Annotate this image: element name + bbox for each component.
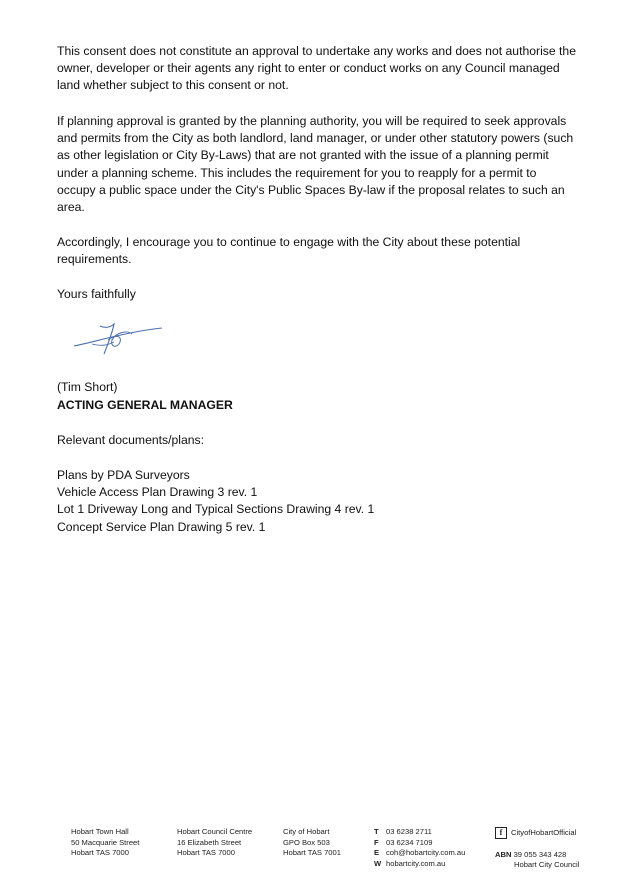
phone-value: 03 6238 2711 (386, 827, 432, 836)
document-item: Vehicle Access Plan Drawing 3 rev. 1 (57, 485, 258, 500)
email-value: coh@hobartcity.com.au (386, 848, 466, 858)
abn-value: 39 055 343 428 (513, 849, 567, 859)
website-label: W (374, 858, 382, 868)
footer-line: Hobart Council Centre (177, 827, 253, 836)
document-item: Concept Service Plan Drawing 5 rev. 1 (57, 519, 266, 534)
facebook-handle: CityofHobartOfficial (511, 827, 577, 837)
phone-label: T (374, 827, 379, 836)
footer-line: City of Hobart (283, 827, 330, 836)
footer-line: 50 Macquarie Street (71, 837, 140, 847)
paragraph-approvals-permits: If planning approval is granted by the planning authority, you will be required to seek approvals and permits from the City as both landlord, land manager, or under other statutory powers (such as other legislation or City By-Laws) that are not granted with the issue of a planning permit under a planning scheme. This includes the requirement for you to reapply for a permit to occupy a public space under the City's Public Spaces By-law if the proposal relates to such an area. (57, 114, 574, 215)
council-name: Hobart City Council (514, 860, 580, 870)
fax-value: 03 6234 7109 (386, 837, 433, 847)
footer-website-link[interactable] (374, 859, 465, 870)
footer-town-hall-address (71, 827, 139, 859)
documents-list (57, 467, 577, 536)
facebook-icon: f (495, 827, 507, 839)
footer-line: Hobart TAS 7000 (71, 848, 129, 858)
footer-council-centre-address (177, 827, 252, 859)
abn-label: ABN (495, 849, 512, 859)
facebook-link[interactable] (495, 827, 579, 839)
signatory-name: (Tim Short) (57, 380, 118, 394)
footer-postal-address (283, 827, 341, 859)
documents-heading: Relevant documents/plans: (57, 433, 205, 447)
footer-line: GPO Box 503 (283, 837, 330, 847)
paragraph-encouragement: Accordingly, I encourage you to continue to engage with the City about these potential requirements. (57, 235, 521, 267)
document-item: Plans by PDA Surveyors (57, 468, 190, 482)
fax-label: F (374, 837, 379, 847)
footer-spacer (495, 839, 579, 850)
footer-line: Hobart TAS 7000 (177, 848, 235, 858)
website-value: hobartcity.com.au (386, 858, 446, 868)
footer-line: 16 Elizabeth Street (177, 837, 242, 847)
footer-line: Hobart Town Hall (71, 827, 129, 836)
signatory-title: ACTING GENERAL MANAGER (57, 398, 233, 412)
signature-image (70, 316, 170, 358)
footer-phone[interactable] (374, 827, 465, 838)
footer-fax (374, 838, 465, 849)
footer-social-abn (495, 827, 579, 871)
footer-email-link[interactable] (374, 848, 465, 859)
document-item: Lot 1 Driveway Long and Typical Sections Drawing 4 rev. 1 (57, 502, 375, 517)
footer-contacts (374, 827, 465, 869)
email-label: E (374, 848, 380, 858)
closing-salutation: Yours faithfully (57, 287, 136, 301)
paragraph-consent-disclaimer: This consent does not constitute an approval to undertake any works and does not authorise the owner, developer or their agents any right to enter or conduct works on any Council managed land whether subject to this consent or not. (57, 44, 576, 93)
footer-line: Hobart TAS 7001 (283, 848, 341, 858)
footer-abn (495, 850, 579, 861)
